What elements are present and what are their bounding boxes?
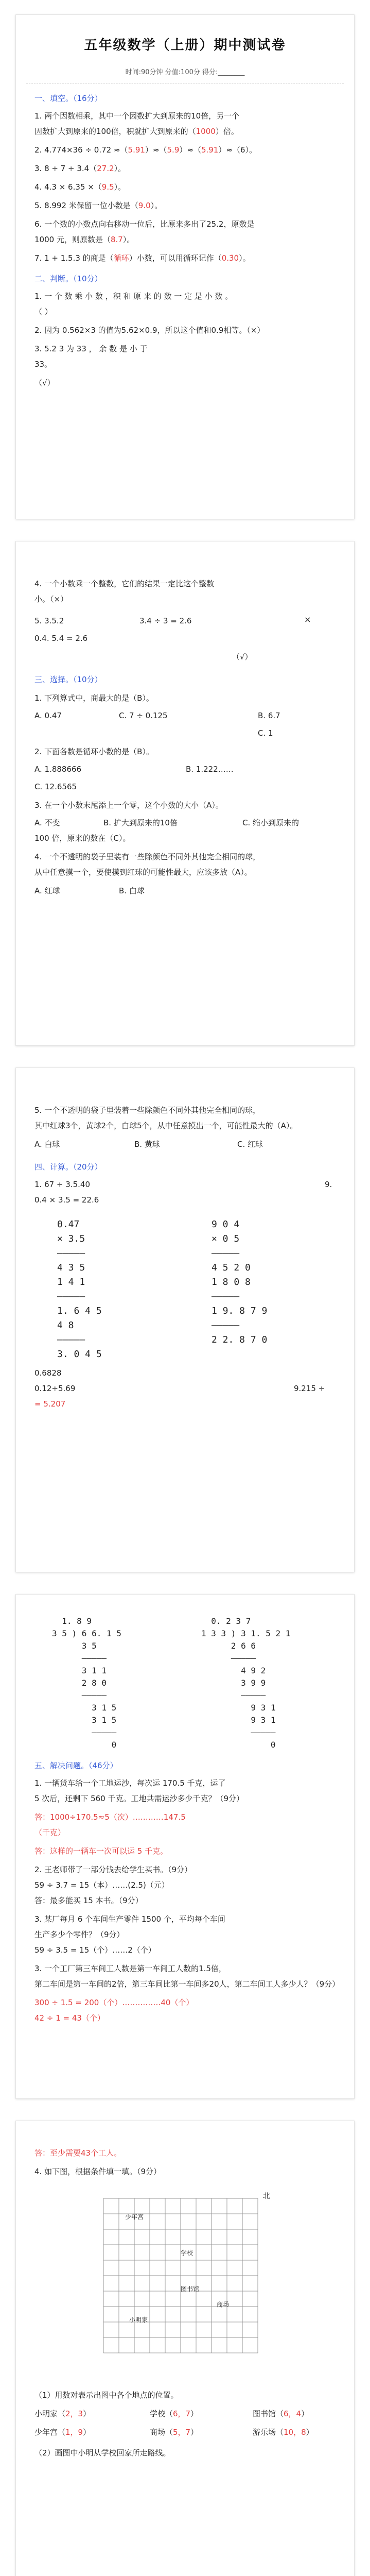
calc-1: 1. 67 ÷ 3.5.40 xyxy=(34,1180,90,1189)
north-label: 北 xyxy=(263,2192,270,2200)
section-heading-solve: 五、解决问题。（46分） xyxy=(34,1761,118,1770)
judge-3: 3. 5.2 3 为 33 ， 余 数 是 小 于 xyxy=(34,344,148,353)
pos-library: 图书馆（6，4） xyxy=(253,2409,309,2418)
choice-5-b: 其中红球3个，黄球2个，白球5个，从中任意摸出一个，可能性最大的（A）。 xyxy=(34,1121,298,1130)
judge-5-c: 0.4. 5.4 = 2.6 xyxy=(34,634,88,643)
page-card-5 xyxy=(15,2121,355,2576)
choice-5-opt-b: B. 黄球 xyxy=(134,1140,160,1149)
solve-2-a: 2. 王老师带了一部分钱去给学生买书。（9分） xyxy=(34,1865,192,1874)
calc-3-right: 9.215 ÷ xyxy=(294,1384,325,1393)
solve-2-b: 59 ÷ 3.7 = 15（本）……(2.5)（元） xyxy=(34,1880,169,1890)
page-title: 五年级数学（上册）期中测试卷 xyxy=(84,38,286,53)
solve-1-conclusion: 答：这样的一辆车一次可以运 5 千克。 xyxy=(34,1846,168,1856)
choice-2-opt-a: A. 1.888666 xyxy=(34,765,82,774)
choice-1-opt-c: C. 7 ÷ 0.125 xyxy=(119,711,168,720)
grid-question: 4. 如下图，根据条件填一填。（9分） xyxy=(34,2167,162,2176)
solve-4-a: 3. 一个工厂第三车间工人数是第一车间工人数的1.5倍， xyxy=(34,1964,226,1973)
place-library: 图书馆 xyxy=(181,2285,200,2293)
choice-3: 3. 在一个小数末尾添上一个零，这个小数的大小（A）。 xyxy=(34,801,223,810)
solve-1-answer: 答：1000÷170.5≈5（次）…………147.5 xyxy=(34,1812,186,1822)
choice-5-opt-a: A. 白球 xyxy=(34,1140,60,1149)
pos-school: 学校（6，7） xyxy=(150,2409,199,2418)
choice-3-opt-a: A. 不变 xyxy=(34,818,60,827)
choice-3-b: 100 倍，原来的数在（C）。 xyxy=(34,834,131,843)
section-heading-choice: 三、选择。（10分） xyxy=(34,675,102,684)
judge-1-mark: （ ） xyxy=(34,307,52,316)
question-6-line-b: 1000 元，则原数是（8.7）。 xyxy=(34,235,135,244)
solve-2-c: 答：最多能买 15 本书。（9分） xyxy=(34,1896,143,1905)
grid-q1: （1）用数对表示出图中各个地点的位置。 xyxy=(34,2391,179,2400)
judge-3-b: 33。 xyxy=(34,360,52,369)
judge-3-mark: （√） xyxy=(34,378,55,387)
choice-5-opt-c: C. 红球 xyxy=(237,1140,263,1149)
question-1-line-b: 因数扩大到原来的100倍，积就扩大到原来的（1000）倍。 xyxy=(34,127,239,136)
solve-4-b: 第二车间是第一车间的2倍，第三车间比第一车间多20人，第二车间工人多少人？（9分） xyxy=(34,1979,340,1989)
solve-3-a: 3. 某厂每月 6 个车间生产零件 1500 个，平均每个车间 xyxy=(34,1914,225,1924)
solve-1-note: （千克） xyxy=(34,1828,66,1837)
calc-2: 0.4 × 3.5 = 22.6 xyxy=(34,1195,99,1205)
exam-meta: 时间:90分钟 分值:100分 得分:________ xyxy=(125,69,245,76)
pos-park: 游乐场（10，8） xyxy=(253,2428,314,2437)
place-school: 学校 xyxy=(181,2249,193,2257)
place-shaonian: 少年宫 xyxy=(125,2213,144,2221)
page-card-4 xyxy=(15,1594,355,2099)
page-card-1 xyxy=(15,14,355,519)
solve-1-a: 1. 一辆货车给一个工地运沙，每次运 170.5 千克，运了 xyxy=(34,1778,226,1788)
coordinate-grid xyxy=(93,2188,278,2374)
choice-3-opt-c: C. 缩小到原来的 xyxy=(242,818,299,827)
choice-4-a: 4. 一个不透明的袋子里装有一些除颜色不同外其他完全相同的球， xyxy=(34,852,261,861)
choice-4-opt-a: A. 红球 xyxy=(34,886,60,895)
question-5: 5. 8.992 米保留一位小数是（9.0）。 xyxy=(34,201,163,210)
choice-5-a: 5. 一个不透明的袋子里装着一些除颜色不同外其他完全相同的球， xyxy=(34,1106,261,1115)
question-1-line-a: 1. 两个因数相乘，其中一个因数扩大到原来的10倍，另一个 xyxy=(34,111,240,121)
solve-4-d: 42 ÷ 1 = 43（个） xyxy=(34,2013,105,2023)
page-card-2 xyxy=(15,541,355,1046)
long-division-right: 0. 2 3 7 1 3 3 ) 3 1. 5 2 1 2 6 6 ————— 4 9 2 3 9 9 ————— 9 3 1 9 3 1 ————— 0 xyxy=(201,1616,291,1750)
question-6-line-a: 6. 一个数的小数点向右移动一位后，比原来多出了25.2，原数是 xyxy=(34,219,255,229)
question-2: 2. 4.774×36 ÷ 0.72 ≈（5.91）≈（5.9）≈（5.91）≈（6）。 xyxy=(34,145,257,155)
choice-4-opt-b: B. 白球 xyxy=(119,886,145,895)
judge-5-a: 5. 3.5.2 xyxy=(34,616,64,625)
choice-1-opt-a: A. 0.47 xyxy=(34,711,62,720)
choice-1-opt-d: C. 1 xyxy=(258,728,273,738)
place-mall: 商场 xyxy=(217,2301,230,2308)
judge-5-mark: × xyxy=(304,615,311,624)
solve-4-answer: 答：至少需要43个工人。 xyxy=(34,2148,122,2158)
choice-2-opt-b: B. 1.222…… xyxy=(186,765,234,774)
calc-4: 0.12÷5.69 xyxy=(34,1384,76,1393)
solve-3-c: 59 ÷ 3.5 = 15（个）……2（个） xyxy=(34,1945,156,1955)
long-division-left: 1. 8 9 3 5 ) 6 6. 1 5 3 5 ————— 3 1 1 2 8 0 ————— 3 1 5 3 1 5 ————— 0 xyxy=(52,1616,121,1750)
pos-shaonian: 少年宫（1，9） xyxy=(34,2428,91,2437)
choice-2: 2. 下面各数是循环小数的是（B）。 xyxy=(34,747,154,756)
judge-1: 1. 一 个 数 乘 小 数 ，积 和 原 来 的 数 一 定 是 小 数 。 xyxy=(34,292,233,301)
solve-4-c: 300 ÷ 1.5 = 200（个）……………40（个） xyxy=(34,1998,194,2007)
question-3: 3. 8 ÷ 7 ÷ 3.4（27.2）。 xyxy=(34,164,126,173)
question-4: 4. 4.3 × 6.35 ×（9.5）。 xyxy=(34,182,126,192)
calc-4-result: = 5.207 xyxy=(34,1399,66,1409)
section-heading-fill: 一、填空。（16分） xyxy=(34,94,102,103)
page-card-3 xyxy=(15,1067,355,1572)
choice-4-b: 从中任意摸一个，要使摸到红球的可能性最大，应该多放（A）。 xyxy=(34,868,252,877)
solve-1-b: 5 次后，还剩下 560 千克。工地共需运沙多少千克？（9分） xyxy=(34,1794,244,1803)
judge-5-check: （√） xyxy=(232,652,253,662)
question-7: 7. 1 + 1.5.3 的商是（循环）小数，可以用循环记作（0.3̇0̇）。 xyxy=(34,253,251,263)
vertical-calc-left: 0.47 × 3.5 ————— 4 3 5 1 4 1 ————— 1. 6 4 5 4 8 ————— 3. 0 4 5 xyxy=(57,1219,102,1360)
grid-q2: （2）画图中小明从学校回家所走路线。 xyxy=(34,2448,171,2458)
choice-1: 1. 下列算式中，商最大的是（B）。 xyxy=(34,693,154,703)
calc-1-right: 9. xyxy=(325,1180,332,1189)
judge-5-b: 3.4 ÷ 3 = 2.6 xyxy=(139,616,192,625)
pos-mall: 商场（5，7） xyxy=(150,2428,199,2437)
choice-1-opt-b: B. 6.7 xyxy=(258,711,280,720)
solve-3-b: 生产多少个零件？（9分） xyxy=(34,1930,125,1939)
vertical-calc-right: 9 0 4 × 0 5 ————— 4 5 2 0 1 8 0 8 ————— 1 9. 8 7 9 ————— 2 2. 8 7 0 xyxy=(212,1219,268,1345)
section-heading-judge: 二、判断。（10分） xyxy=(34,274,102,283)
judge-4-line-b: 小。（×） xyxy=(34,595,68,604)
judge-4-line-a: 4. 一个小数乘一个整数，它们的结果一定比这个整数 xyxy=(34,579,215,588)
calc-3: 0.6828 xyxy=(34,1368,62,1378)
choice-3-opt-b: B. 扩大到原来的10倍 xyxy=(103,818,178,827)
choice-2-opt-c: C. 12.6565 xyxy=(34,782,77,791)
grid-lines xyxy=(103,2198,258,2353)
place-home: 小明家 xyxy=(129,2316,148,2324)
pos-home: 小明家（2，3） xyxy=(34,2409,91,2418)
judge-2: 2. 因为 0.562×3 的值为5.62×0.9，所以这个值和0.9相等。（×） xyxy=(34,326,265,335)
section-heading-calc: 四、计算。（20分） xyxy=(34,1162,102,1172)
